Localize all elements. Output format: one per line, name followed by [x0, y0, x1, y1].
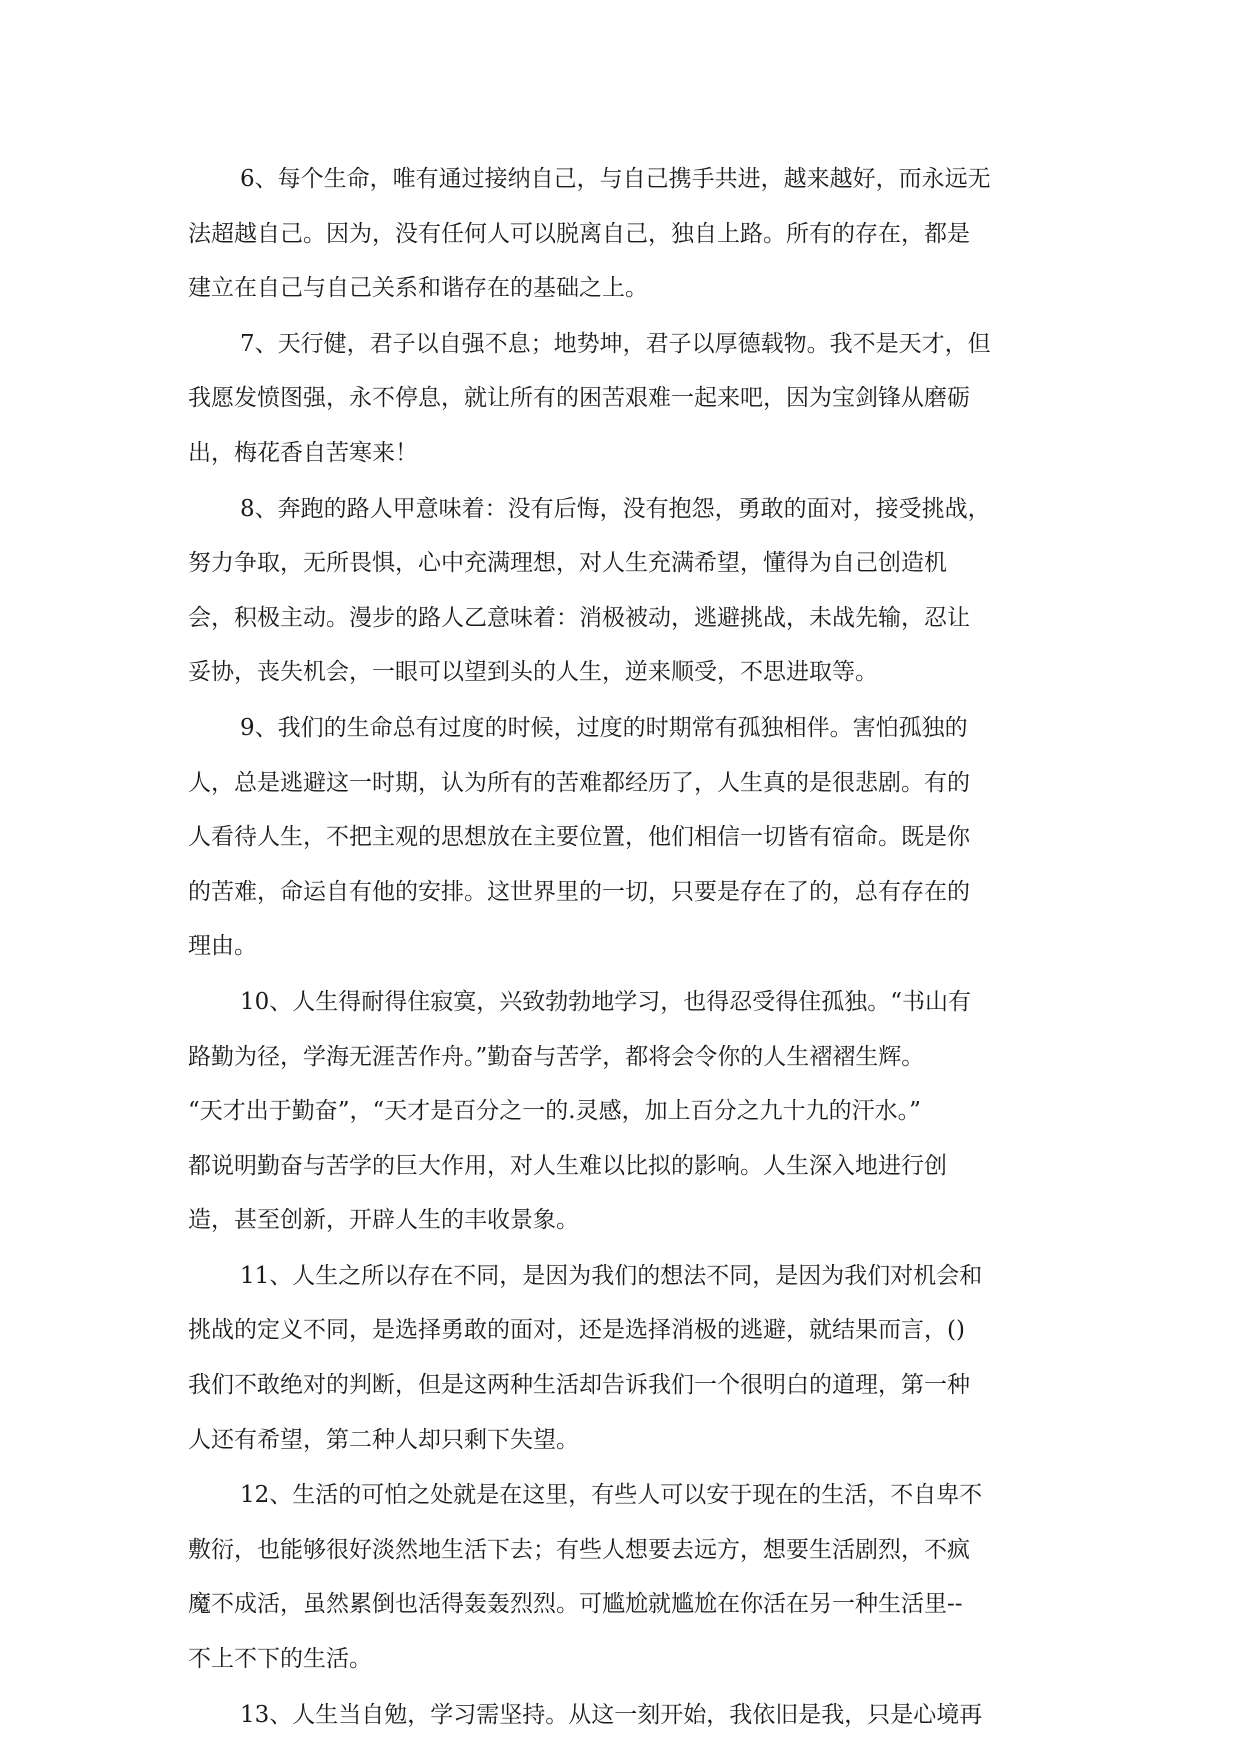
- paragraph-line: 人看待人生，不把主观的思想放在主要位置，他们相信一切皆有宿命。既是你: [188, 824, 970, 851]
- paragraph-line: 会，积极主动。漫步的路人乙意味着：消极被动，逃避挑战，未战先输，忍让: [188, 604, 970, 631]
- paragraph-line: 人，总是逃避这一时期，认为所有的苦难都经历了，人生真的是很悲剧。有的: [188, 769, 970, 796]
- paragraph: [188, 1688, 1054, 1743]
- paragraph-line: 造，甚至创新，开辟人生的丰收景象。: [188, 1207, 579, 1234]
- paragraph: [188, 975, 1054, 1248]
- paragraph: [188, 482, 1054, 700]
- paragraph-line: 路勤为径，学海无涯苦作舟。”勤奋与苦学，都将会令你的人生褶褶生辉。: [188, 1043, 925, 1070]
- paragraph-line: 不上不下的生活。: [188, 1646, 372, 1673]
- paragraph-line: 的苦难，命运自有他的安排。这世界里的一切，只要是存在了的，总有存在的: [188, 878, 970, 905]
- paragraph-line: 魔不成活，虽然累倒也活得轰轰烈烈。可尴尬就尴尬在你活在另一种生活里--: [188, 1591, 963, 1618]
- paragraph-line: 人还有希望，第二种人却只剩下失望。: [188, 1426, 579, 1453]
- document-body: [188, 152, 1054, 1743]
- paragraph-line: 建立在自己与自己关系和谐存在的基础之上。: [188, 275, 648, 302]
- paragraph-first-line: 10、人生得耐得住寂寞，兴致勃勃地学习，也得忍受得住孤独。“书山有: [240, 988, 972, 1015]
- paragraph-line: 我们不敢绝对的判断，但是这两种生活却告诉我们一个很明白的道理，第一种: [188, 1372, 970, 1399]
- paragraph: [188, 1249, 1054, 1467]
- paragraph-first-line: 12、生活的可怕之处就是在这里，有些人可以安于现在的生活，不自卑不: [240, 1482, 983, 1509]
- paragraph-first-line: 11、人生之所以存在不同，是因为我们的想法不同，是因为我们对机会和: [240, 1262, 983, 1289]
- paragraph-line: 我愿发愤图强，永不停息，就让所有的困苦艰难一起来吧，因为宝剑锋从磨砺: [188, 385, 970, 412]
- paragraph-first-line: 9、我们的生命总有过度的时候，过度的时期常有孤独相伴。害怕孤独的: [240, 714, 968, 741]
- paragraph-first-line: 13、人生当自勉，学习需坚持。从这一刻开始，我依旧是我，只是心境再: [240, 1701, 983, 1728]
- paragraph-line: 出，梅花香自苦寒来！: [188, 439, 418, 466]
- paragraph-line: 法超越自己。因为，没有任何人可以脱离自己，独自上路。所有的存在，都是: [188, 220, 970, 247]
- paragraph: [188, 152, 1054, 316]
- paragraph: [188, 701, 1054, 974]
- paragraph-line: “天才出于勤奋”，“天才是百分之一的.灵感，加上百分之九十九的汗水。”: [188, 1098, 921, 1125]
- paragraph: [188, 1468, 1054, 1686]
- paragraph-line: 理由。: [188, 933, 257, 960]
- paragraph-line: 敷衍，也能够很好淡然地生活下去；有些人想要去远方，想要生活剧烈，不疯: [188, 1536, 970, 1563]
- paragraph: [188, 317, 1054, 481]
- paragraph-line: 都说明勤奋与苦学的巨大作用，对人生难以比拟的影响。人生深入地进行创: [188, 1152, 947, 1179]
- paragraph-line: 挑战的定义不同，是选择勇敢的面对，还是选择消极的逃避，就结果而言，(): [188, 1317, 965, 1344]
- paragraph-line: 努力争取，无所畏惧，心中充满理想，对人生充满希望，懂得为自己创造机: [188, 550, 947, 577]
- paragraph-line: 妥协，丧失机会，一眼可以望到头的人生，逆来顺受，不思进取等。: [188, 659, 878, 686]
- paragraph-first-line: 8、奔跑的路人甲意味着：没有后悔，没有抱怨，勇敢的面对，接受挑战，: [240, 495, 991, 522]
- paragraph-first-line: 7、天行健，君子以自强不息；地势坤，君子以厚德载物。我不是天才，但: [240, 330, 991, 357]
- paragraph-first-line: 6、每个生命，唯有通过接纳自己，与自己携手共进，越来越好，而永远无: [240, 166, 991, 192]
